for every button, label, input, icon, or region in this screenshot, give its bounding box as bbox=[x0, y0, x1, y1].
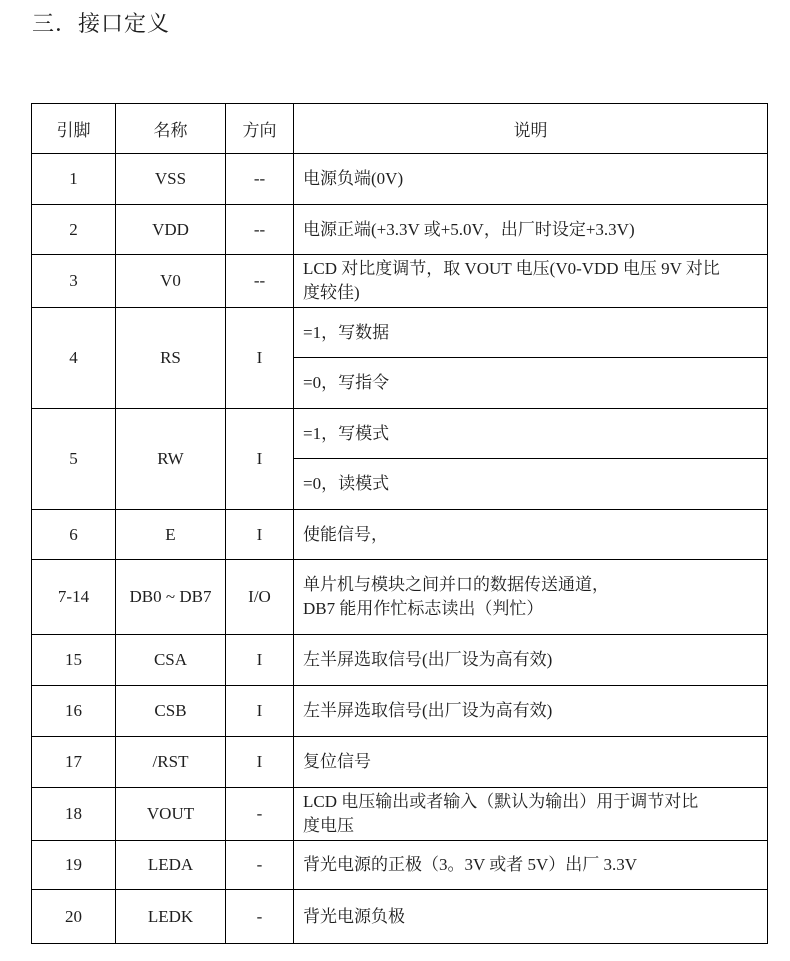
table-row bbox=[32, 788, 768, 841]
direction-cell: -- bbox=[226, 154, 294, 205]
description-cell bbox=[294, 890, 768, 944]
table-row bbox=[32, 635, 768, 686]
table-row bbox=[32, 205, 768, 255]
signal-name-cell: LEDK bbox=[116, 890, 226, 944]
description-line: 背光电源的正极（3。3V 或者 5V）出厂 3.3V bbox=[303, 855, 638, 874]
pin-cell: 15 bbox=[32, 635, 116, 686]
signal-name-cell: LEDA bbox=[116, 841, 226, 890]
pin-cell: 17 bbox=[32, 737, 116, 788]
section-title: 三．接口定义 bbox=[32, 11, 171, 36]
description-line: 度较佳) bbox=[303, 283, 360, 302]
table-row bbox=[32, 308, 768, 358]
description-cell bbox=[294, 686, 768, 737]
state-description-cell bbox=[294, 358, 768, 409]
description-line: 度电压 bbox=[303, 816, 354, 835]
direction-cell: I bbox=[226, 635, 294, 686]
direction-cell: - bbox=[226, 890, 294, 944]
description-line: 左半屏选取信号(出厂设为高有效) bbox=[303, 701, 553, 720]
direction-cell: -- bbox=[226, 255, 294, 308]
signal-name-cell: E bbox=[116, 510, 226, 560]
description-cell bbox=[294, 560, 768, 635]
table-row bbox=[32, 841, 768, 890]
state-description-cell bbox=[294, 459, 768, 510]
signal-name-cell: CSA bbox=[116, 635, 226, 686]
signal-name-cell: V0 bbox=[116, 255, 226, 308]
interface-definition-table bbox=[31, 103, 768, 944]
table-row bbox=[32, 890, 768, 944]
description-cell bbox=[294, 510, 768, 560]
signal-name-cell: /RST bbox=[116, 737, 226, 788]
header-description: 说明 bbox=[294, 104, 768, 154]
description-line: 左半屏选取信号(出厂设为高有效) bbox=[303, 650, 553, 669]
direction-cell: I/O bbox=[226, 560, 294, 635]
state-line: =0，写指令 bbox=[303, 373, 390, 392]
description-cell bbox=[294, 255, 768, 308]
direction-cell: -- bbox=[226, 205, 294, 255]
state-description-cell bbox=[294, 308, 768, 358]
pin-cell: 2 bbox=[32, 205, 116, 255]
direction-cell: I bbox=[226, 409, 294, 510]
pin-cell: 20 bbox=[32, 890, 116, 944]
state-line: =1，写模式 bbox=[303, 423, 390, 443]
pin-cell: 4 bbox=[32, 308, 116, 409]
direction-cell: - bbox=[226, 788, 294, 841]
direction-cell: I bbox=[226, 308, 294, 409]
description-cell bbox=[294, 841, 768, 890]
signal-name-cell: DB0 ~ DB7 bbox=[116, 560, 226, 635]
description-cell bbox=[294, 635, 768, 686]
signal-name-cell: VDD bbox=[116, 205, 226, 255]
signal-name-cell: CSB bbox=[116, 686, 226, 737]
table-row bbox=[32, 409, 768, 459]
direction-cell: I bbox=[226, 686, 294, 737]
direction-cell: I bbox=[226, 737, 294, 788]
pin-cell: 7-14 bbox=[32, 560, 116, 635]
state-line: =1，写数据 bbox=[303, 322, 390, 342]
table-row bbox=[32, 255, 768, 308]
state-line: =0，读模式 bbox=[303, 474, 390, 493]
description-line: 背光电源负极 bbox=[303, 906, 405, 926]
table-row bbox=[32, 686, 768, 737]
description-cell bbox=[294, 154, 768, 205]
description-line: DB7 能用作忙标志读出（判忙） bbox=[303, 599, 544, 618]
header-direction: 方向 bbox=[226, 104, 294, 154]
description-line: LCD 对比度调节，取 VOUT 电压(V0-VDD 电压 9V 对比 bbox=[303, 259, 720, 278]
description-line: 电源负端(0V) bbox=[303, 169, 404, 188]
header-name: 名称 bbox=[116, 104, 226, 154]
header-pin: 引脚 bbox=[32, 104, 116, 154]
table-row bbox=[32, 154, 768, 205]
description-line: 复位信号 bbox=[303, 752, 371, 771]
direction-cell: I bbox=[226, 510, 294, 560]
pin-cell: 3 bbox=[32, 255, 116, 308]
description-line: 电源正端(+3.3V 或+5.0V，出厂时设定+3.3V) bbox=[303, 219, 635, 239]
signal-name-cell: RS bbox=[116, 308, 226, 409]
table-header-row bbox=[32, 104, 768, 154]
table-row bbox=[32, 560, 768, 635]
direction-cell: - bbox=[226, 841, 294, 890]
pin-cell: 16 bbox=[32, 686, 116, 737]
description-line: 使能信号， bbox=[303, 524, 388, 544]
pin-cell: 1 bbox=[32, 154, 116, 205]
signal-name-cell: RW bbox=[116, 409, 226, 510]
description-line: 单片机与模块之间并口的数据传送通道， bbox=[303, 575, 609, 594]
state-description-cell bbox=[294, 409, 768, 459]
description-line: LCD 电压输出或者输入（默认为输出）用于调节对比 bbox=[303, 792, 699, 811]
description-cell bbox=[294, 205, 768, 255]
pin-cell: 5 bbox=[32, 409, 116, 510]
table-row bbox=[32, 510, 768, 560]
description-cell bbox=[294, 737, 768, 788]
table-row bbox=[32, 737, 768, 788]
pin-cell: 18 bbox=[32, 788, 116, 841]
description-cell bbox=[294, 788, 768, 841]
pin-cell: 19 bbox=[32, 841, 116, 890]
pin-cell: 6 bbox=[32, 510, 116, 560]
signal-name-cell: VOUT bbox=[116, 788, 226, 841]
signal-name-cell: VSS bbox=[116, 154, 226, 205]
